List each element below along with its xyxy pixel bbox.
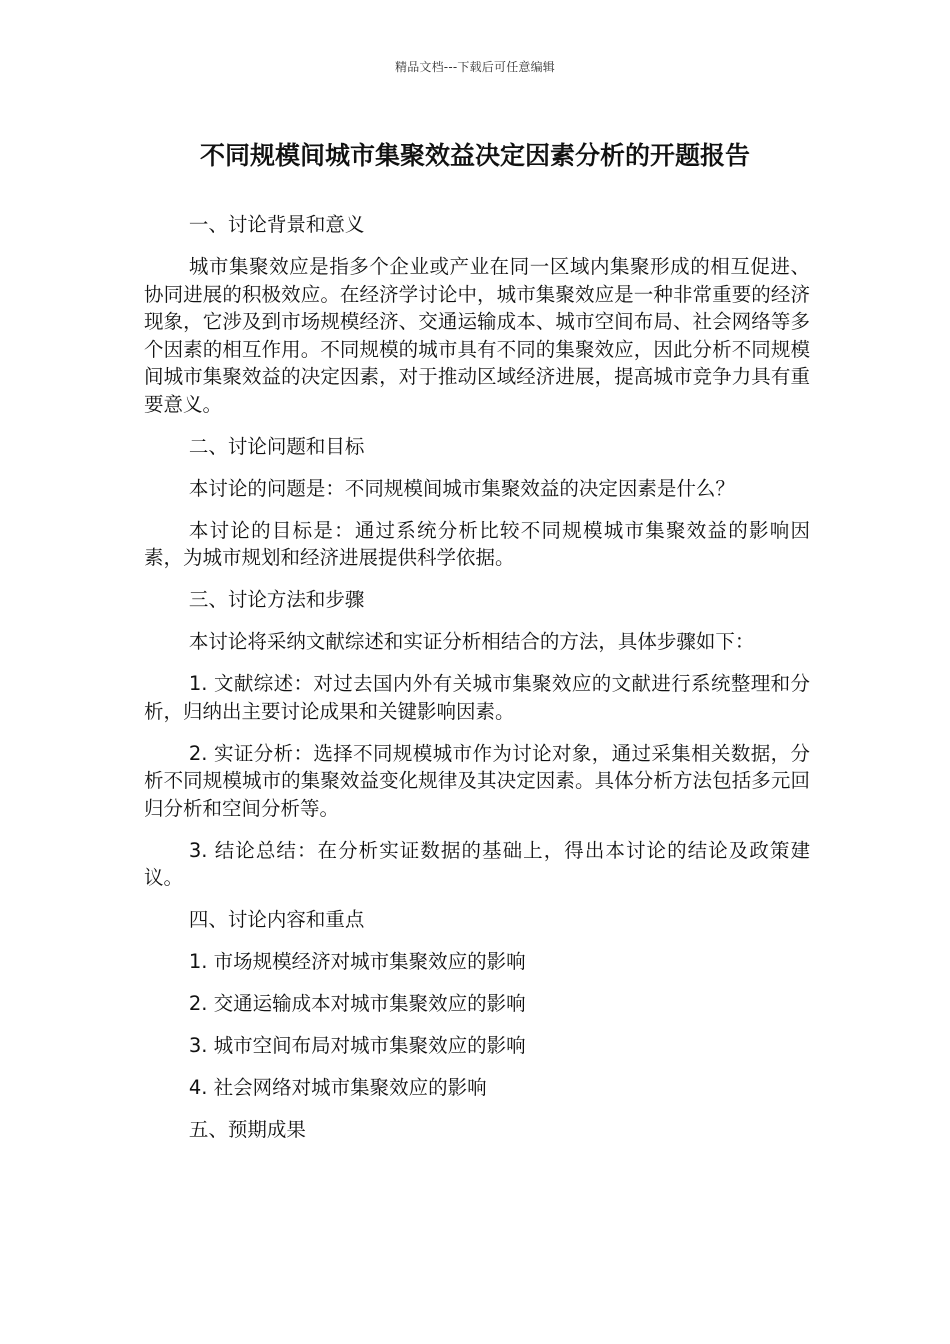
section-heading-outcomes: 五、预期成果 [188, 1118, 306, 1141]
list-item-conclusion: 3. 结论总结：在分析实证数据的基础上，得出本讨论的结论及政策建议。 [144, 838, 810, 889]
paragraph-goal: 本讨论的目标是：通过系统分析比较不同规模城市集聚效益的影响因素，为城市规划和经济进展提供科学依据。 [144, 518, 810, 569]
section-heading-background: 一、讨论背景和意义 [188, 213, 365, 236]
document-body [144, 211, 810, 1158]
list-item-market-scale: 1. 市场规模经济对城市集聚效应的影响 [188, 950, 526, 973]
list-item-literature-review: 1. 文献综述：对过去国内外有关城市集聚效应的文献进行系统整理和分析，归纳出主要讨论成果和关键影响因素。 [144, 672, 810, 723]
list-item-spatial-layout: 3. 城市空间布局对城市集聚效应的影响 [188, 1034, 526, 1057]
document-title: 不同规模间城市集聚效益决定因素分析的开题报告 [199, 141, 750, 170]
paragraph-question: 本讨论的问题是：不同规模间城市集聚效益的决定因素是什么？ [188, 476, 735, 500]
section-heading-questions: 二、讨论问题和目标 [188, 434, 365, 458]
list-item-social-network: 4. 社会网络对城市集聚效应的影响 [188, 1076, 487, 1099]
list-item-transport-cost: 2. 交通运输成本对城市集聚效应的影响 [188, 992, 526, 1015]
list-item-empirical-analysis: 2. 实证分析：选择不同规模城市作为讨论对象，通过采集相关数据，分析不同规模城市的集聚效益变化规律及其决定因素。具体分析方法包括多元回归分析和空间分析等。 [144, 741, 810, 820]
paragraph-methods-intro: 本讨论将采纳文献综述和实证分析相结合的方法，具体步骤如下： [188, 630, 755, 653]
paragraph-background: 城市集聚效应是指多个企业或产业在同一区域内集聚形成的相互促进、协同进展的积极效应。在经济学讨论中，城市集聚效应是一种非常重要的经济现象，它涉及到市场规模经济、交通运输成本、城市空间布局、社会网络等多个因素的相互作用。不同规模的城市具有不同的集聚效应，因此分析不同规模间城市集聚效益的决定因素，对于推动区域经济进展，提高城市竞争力具有重要意义。 [144, 255, 810, 416]
section-heading-content: 四、讨论内容和重点 [188, 908, 365, 931]
page-header: 精品文档---下载后可任意编辑 [395, 60, 555, 74]
section-heading-methods: 三、讨论方法和步骤 [188, 588, 365, 611]
